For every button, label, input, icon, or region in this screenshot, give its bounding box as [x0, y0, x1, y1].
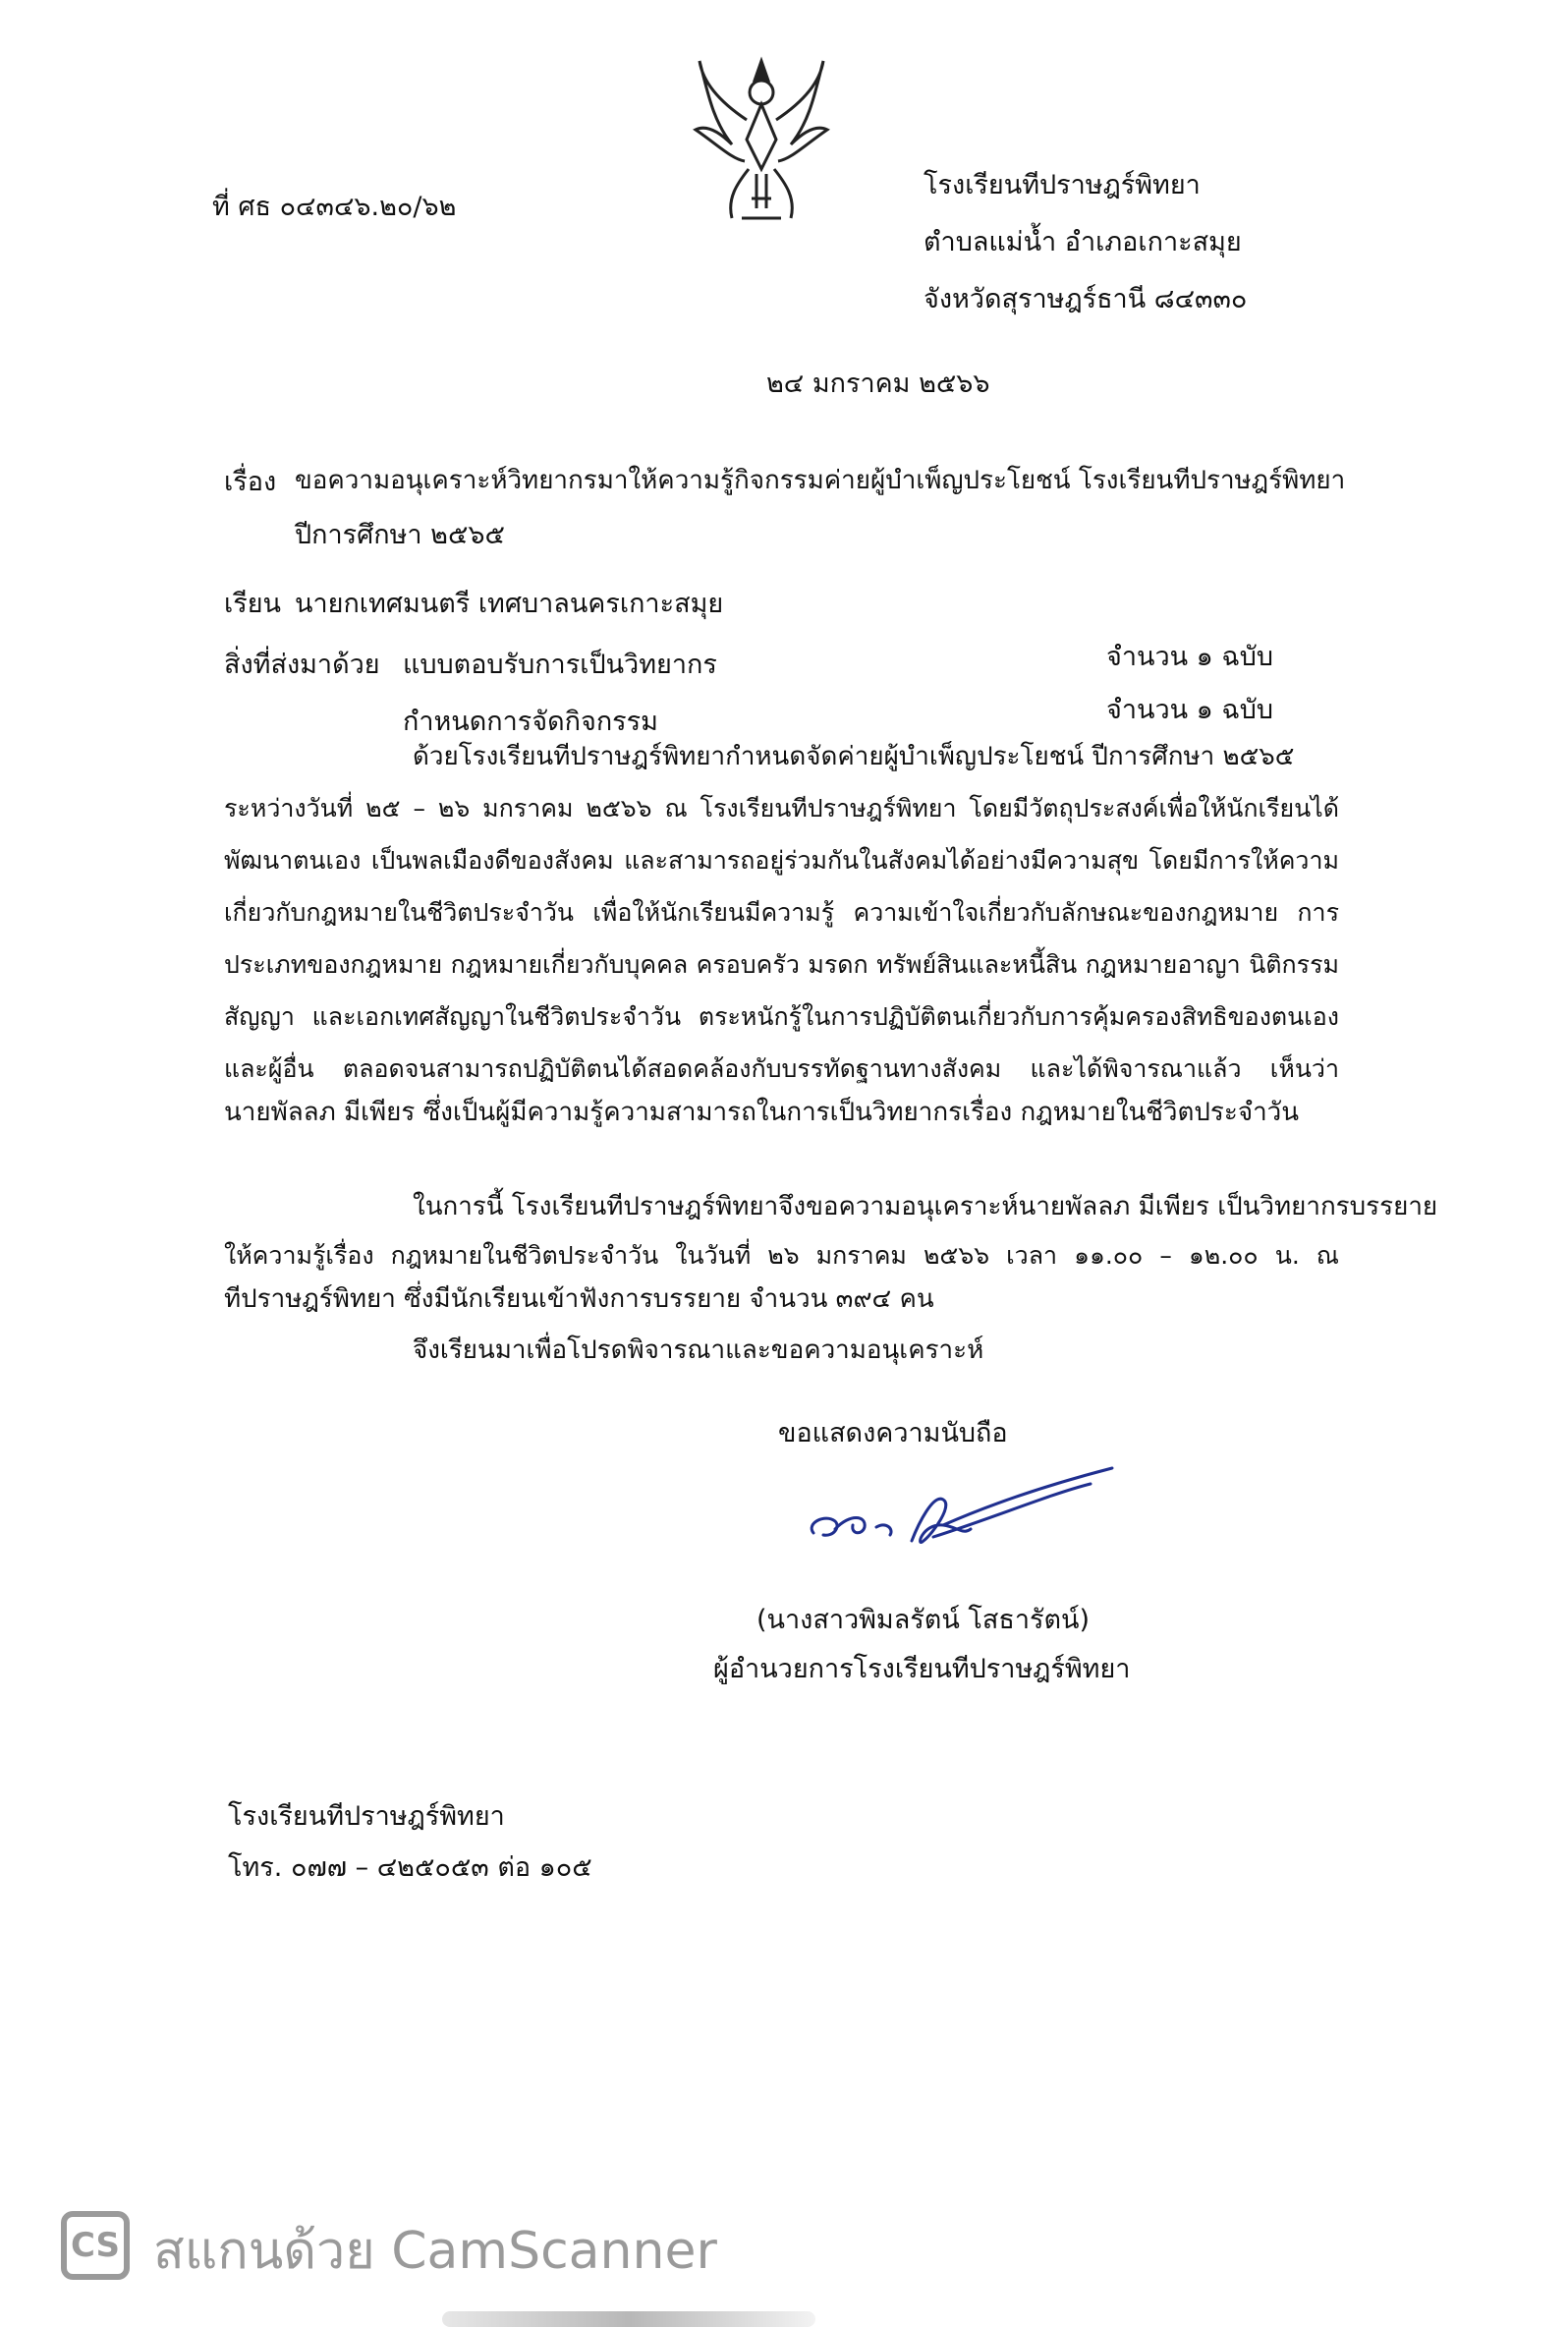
- enclosure-item-qty: จำนวน ๑ ฉบับ: [1106, 695, 1274, 725]
- enclosure-item-name: แบบตอบรับการเป็นวิทยากร: [403, 650, 717, 680]
- subject-line-1: ขอความอนุเคราะห์วิทยากรมาให้ความรู้กิจกรรมค่ายผู้บำเพ็ญประโยชน์ โรงเรียนทีปราษฎร์พิทยา: [295, 466, 1346, 495]
- body-paragraph-line: นายพัลลภ มีเพียร ซึ่งเป็นผู้มีความรู้ความสามารถในการเป็นวิทยากรเรื่อง กฎหมายในชีวิตประจำวัน: [224, 1098, 1300, 1127]
- camscanner-watermark-text: สแกนด้วย CamScanner: [153, 2222, 717, 2281]
- body-paragraph-line: เกี่ยวกับกฎหมายในชีวิตประจำวัน เพื่อให้นักเรียนมีความรู้ ความเข้าใจเกี่ยวกับลักษณะของกฎหมาย การ: [224, 898, 1339, 927]
- body-paragraph-line: ระหว่างวันที่ ๒๕ – ๒๖ มกราคม ๒๕๖๖ ณ โรงเรียนทีปราษฎร์พิทยา โดยมีวัตถุประสงค์เพื่อให้นักเรียนได้: [224, 794, 1339, 823]
- subject-line-2: ปีการศึกษา ๒๕๖๕: [295, 520, 505, 550]
- footer-org: โรงเรียนทีปราษฎร์พิทยา: [228, 1801, 505, 1832]
- scan-edge-smudge: [442, 2311, 815, 2327]
- body-paragraph-line: ในการนี้ โรงเรียนทีปราษฎร์พิทยาจึงขอความอนุเคราะห์นายพัลลภ มีเพียร เป็นวิทยากรบรรยาย: [413, 1192, 1438, 1221]
- garuda-emblem-icon: [688, 51, 835, 238]
- body-paragraph-line: ให้ความรู้เรื่อง กฎหมายในชีวิตประจำวัน ในวันที่ ๒๖ มกราคม ๒๕๖๖ เวลา ๑๑.๐๐ – ๑๒.๐๐ น. ณ: [224, 1241, 1339, 1270]
- recipient-text: นายกเทศมนตรี เทศบาลนครเกาะสมุย: [295, 589, 724, 619]
- closing-regards: ขอแสดงความนับถือ: [778, 1418, 1008, 1448]
- signatory-position: ผู้อำนวยการโรงเรียนทีปราษฎร์พิทยา: [713, 1654, 1131, 1684]
- body-paragraph-line: ประเภทของกฎหมาย กฎหมายเกี่ยวกับบุคคล ครอบครัว มรดก ทรัพย์สินและหนี้สิน กฎหมายอาญา นิติกรรม: [224, 950, 1339, 979]
- recipient-label: เรียน: [224, 589, 282, 619]
- camscanner-logo-icon: CS: [61, 2211, 130, 2280]
- org-province-line: จังหวัดสุราษฎร์ธานี ๘๔๓๓๐: [924, 284, 1248, 314]
- org-name: โรงเรียนทีปราษฎร์พิทยา: [924, 170, 1201, 200]
- body-paragraph-line: พัฒนาตนเอง เป็นพลเมืองดีของสังคม และสามารถอยู่ร่วมกันในสังคมได้อย่างมีความสุข โดยมีการให้ความ: [224, 846, 1339, 875]
- body-paragraph-line: และผู้อื่น ตลอดจนสามารถปฏิบัติตนได้สอดคล้องกับบรรทัดฐานทางสังคม และได้พิจารณาแล้ว เห็นว่า: [224, 1054, 1339, 1083]
- enclosure-item-qty: จำนวน ๑ ฉบับ: [1106, 642, 1274, 672]
- handwritten-signature: [796, 1464, 1120, 1572]
- letter-date: ๒๔ มกราคม ๒๕๖๖: [766, 369, 990, 399]
- org-address-line: ตำบลแม่น้ำ อำเภอเกาะสมุย: [924, 227, 1242, 257]
- enclosures-label: สิ่งที่ส่งมาด้วย: [224, 650, 380, 680]
- signatory-name: (นางสาวพิมลรัตน์ โสธารัตน์): [756, 1605, 1091, 1635]
- footer-phone: โทร. ๐๗๗ – ๔๒๕๐๕๓ ต่อ ๑๐๕: [228, 1852, 592, 1883]
- subject-label: เรื่อง: [224, 467, 277, 497]
- body-paragraph-line: สัญญา และเอกเทศสัญญาในชีวิตประจำวัน ตระหนักรู้ในการปฏิบัติตนเกี่ยวกับการคุ้มครองสิทธิของตนเอง: [224, 1002, 1339, 1031]
- enclosure-item-name: กำหนดการจัดกิจกรรม: [403, 707, 658, 737]
- closing-request: จึงเรียนมาเพื่อโปรดพิจารณาและขอความอนุเคราะห์: [413, 1335, 984, 1365]
- body-paragraph-line: ด้วยโรงเรียนทีปราษฎร์พิทยากำหนดจัดค่ายผู้บำเพ็ญประโยชน์ ปีการศึกษา ๒๕๖๕: [413, 742, 1295, 771]
- body-paragraph-line: ทีปราษฎร์พิทยา ซึ่งมีนักเรียนเข้าฟังการบรรยาย จำนวน ๓๙๔ คน: [224, 1284, 934, 1314]
- reference-number: ที่ ศธ ๐๔๓๔๖.๒๐/๖๒: [212, 192, 457, 222]
